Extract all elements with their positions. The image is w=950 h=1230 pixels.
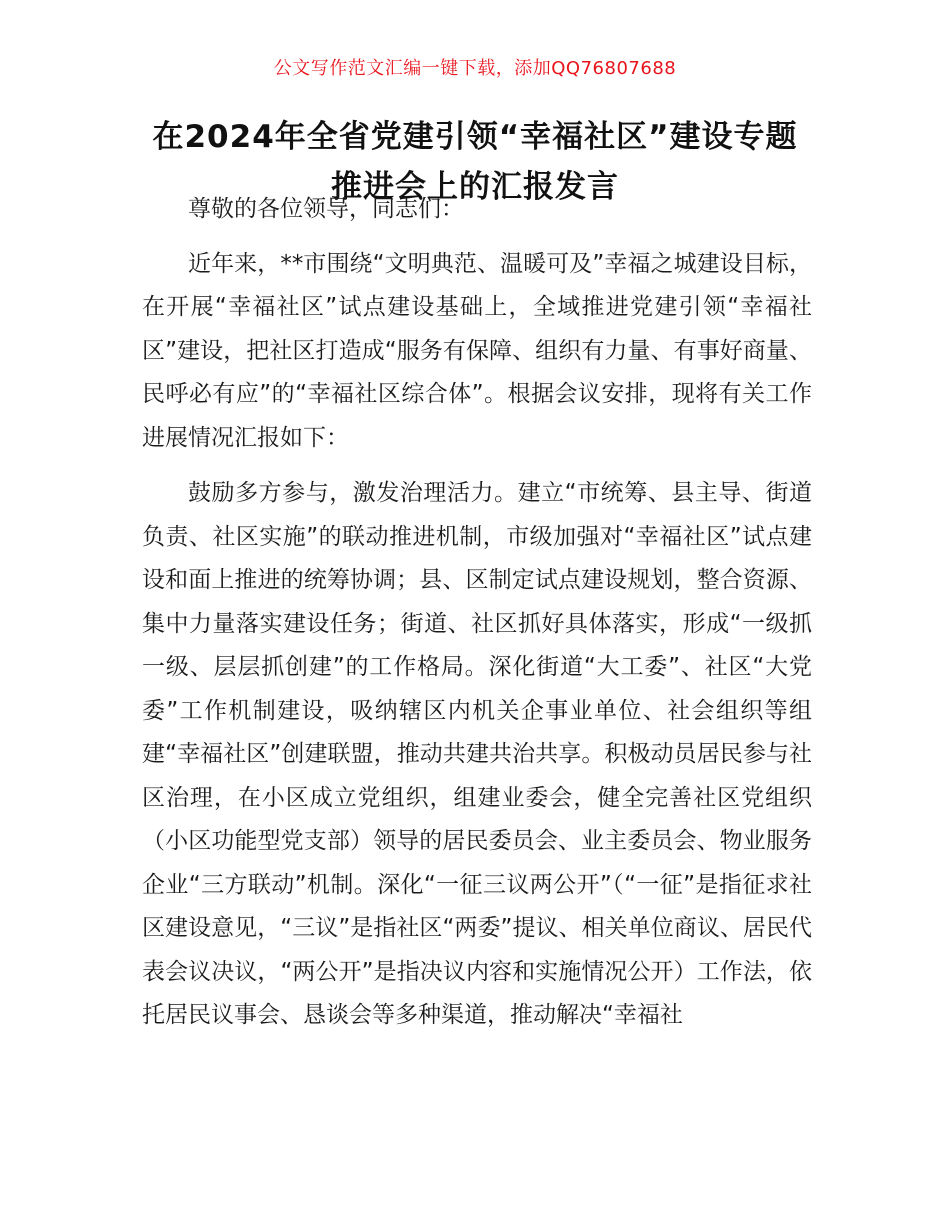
salutation: 尊敬的各位领导，同志们： [188, 196, 464, 222]
title-line-2: 推进会上的汇报发言 [331, 169, 619, 205]
header-download-note: 公文写作范文汇编一键下载，添加QQ76807688 [273, 58, 677, 79]
paragraph-intro: 近年来，**市围绕“文明典范、温暖可及”幸福之城建设目标，在开展“幸福社区”试点建设基础上，全域推进党建引领“幸福社区”建设，把社区打造成“服务有保障、组织有力量、有事好商量、民呼必有应”的“幸福社区综合体”。根据会议安排，现将有关工作进展情况汇报如下： [142, 250, 812, 451]
document-body [142, 188, 812, 1038]
title-line-1: 在2024年全省党建引领“幸福社区”建设专题 [152, 119, 798, 155]
paragraph-participation: 鼓励多方参与，激发治理活力。建立“市统筹、县主导、街道负责、社区实施”的联动推进机制，市级加强对“幸福社区”试点建设和面上推进的统筹协调；县、区制定试点建设规划，整合资源、集中力量落实建设任务；街道、社区抓好具体落实，形成“一级抓一级、层层抓创建”的工作格局。深化街道“大工委”、社区“大党委”工作机制建设，吸纳辖区内机关企事业单位、社会组织等组建“幸福社区”创建联盟，推动共建共治共享。积极动员居民参与社区治理，在小区成立党组织，组建业委会，健全完善社区党组织（小区功能型党支部）领导的居民委员会、业主委员会、物业服务企业“三方联动”机制。深化“一征三议两公开”（“一征”是指征求社区建设意见，“三议”是指社区“两委”提议、相关单位商议、居民代表会议决议，“两公开”是指决议内容和实施情况公开）工作法，依托居民议事会、恳谈会等多种渠道，推动解决“幸福社 [142, 480, 812, 1028]
